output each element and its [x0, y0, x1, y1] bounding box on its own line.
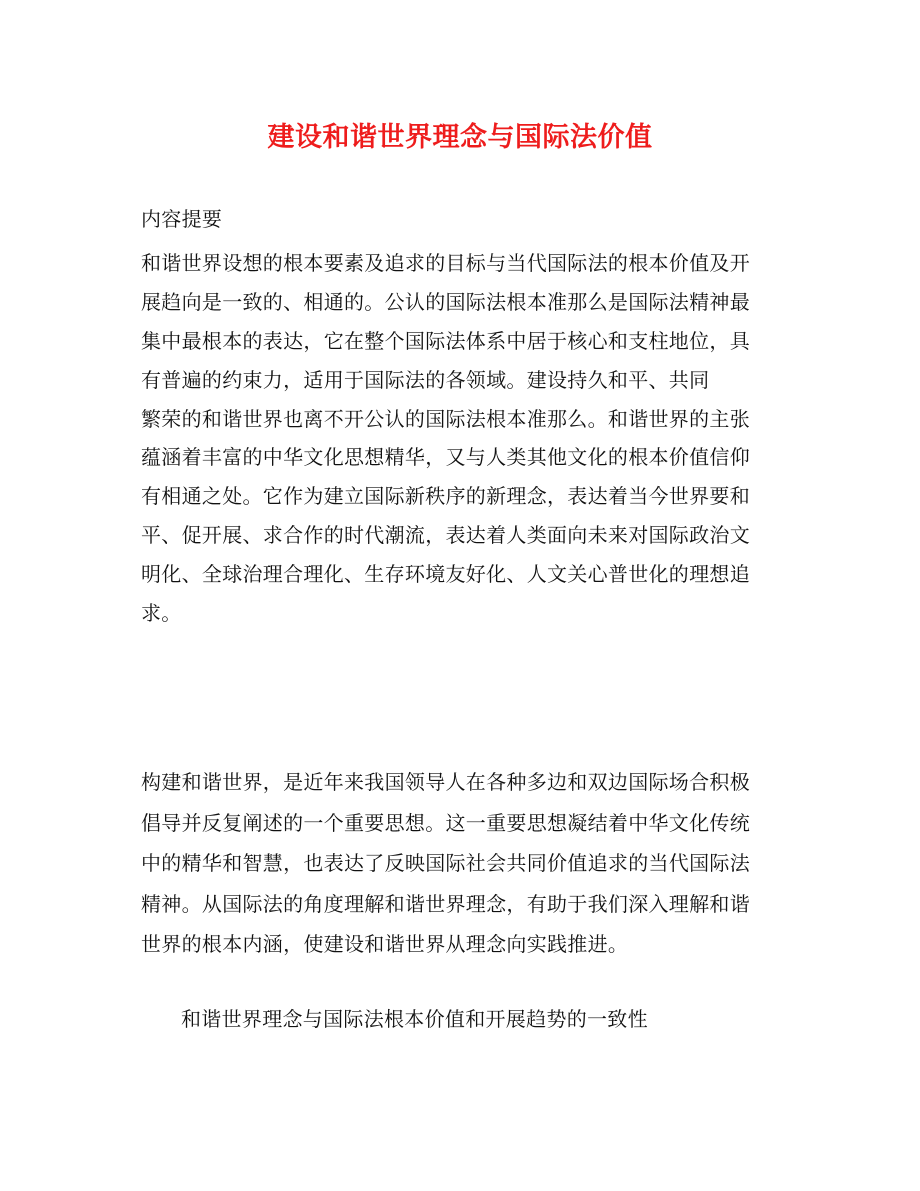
abstract-line: 和谐世界设想的根本要素及追求的目标与当代国际法的根本价值及开 [141, 251, 750, 275]
abstract-line: 明化、全球治理合理化、生存环境友好化、人文关心普世化的理想追 [141, 562, 750, 587]
abstract-line: 求。 [141, 601, 182, 626]
abstract-label: 内容提要 [141, 207, 223, 231]
abstract-line: 有相通之处。它作为建立国际新秩序的新理念，表达着当今世界要和 [141, 484, 750, 509]
abstract-line: 平、促开展、求合作的时代潮流，表达着人类面向未来对国际政治文 [141, 523, 750, 548]
intro-line: 倡导并反复阐述的一个重要思想。这一重要思想凝结着中华文化传统 [141, 810, 750, 835]
intro-line: 精神。从国际法的角度理解和谐世界理念，有助于我们深入理解和谐 [141, 891, 750, 916]
intro-line: 构建和谐世界，是近年来我国领导人在各种多边和双边国际场合积极 [141, 770, 750, 794]
intro-line: 世界的根本内涵，使建设和谐世界从理念向实践推进。 [141, 932, 629, 957]
intro-line: 中的精华和智慧，也表达了反映国际社会共同价值追求的当代国际法 [141, 851, 750, 876]
abstract-line: 集中最根本的表达，它在整个国际法体系中居于核心和支柱地位，具 [141, 328, 750, 353]
abstract-line: 蕴涵着丰富的中华文化思想精华，又与人类其他文化的根本价值信仰 [141, 445, 750, 470]
abstract-line: 繁荣的和谐世界也离不开公认的国际法根本准那么。和谐世界的主张 [141, 406, 750, 431]
section-heading: 和谐世界理念与国际法根本价值和开展趋势的一致性 [181, 1007, 648, 1031]
abstract-line: 展趋向是一致的、相通的。公认的国际法根本准那么是国际法精神最 [141, 289, 750, 314]
intro-paragraph [141, 762, 781, 965]
document-title: 建设和谐世界理念与国际法价值 [267, 122, 653, 153]
abstract-line: 有普遍的约束力，适用于国际法的各领域。建设持久和平、共同 [141, 367, 710, 392]
abstract-paragraph [141, 244, 781, 633]
